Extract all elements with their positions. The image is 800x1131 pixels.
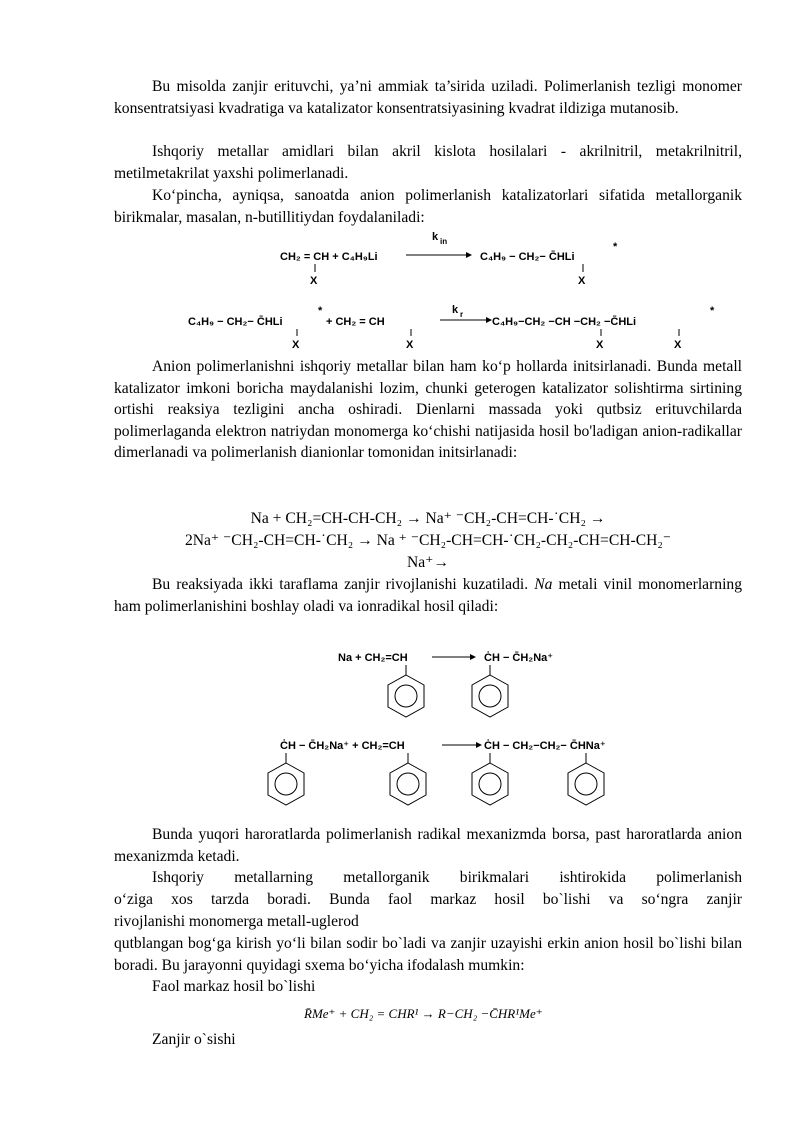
scheme1-x-5: X [596, 339, 604, 351]
scheme1-r2-k-sub: r [460, 310, 464, 319]
paragraph-5-text-a: Bu reaksiyada ikki taraflama zanjir rivojlanishi kuzatiladi. [152, 576, 529, 593]
scheme1-r1-right: C₄H₉ − CH₂− C̄HLi [480, 251, 575, 263]
heading-faol-markaz [114, 976, 742, 998]
scheme1-r2-star: * [318, 305, 323, 317]
scheme1-x-1: X [310, 275, 318, 287]
scheme1-r1-star: * [613, 241, 618, 253]
benzene-ring-3-inner [275, 773, 297, 795]
paragraph-7-text-1: Ishqoriy metallarning metallorganik birikmalari ishtirokida polimerlanish [152, 869, 742, 886]
scheme1-x-3: X [292, 339, 300, 351]
scheme1-r1-k: k [432, 231, 439, 243]
heading-zanjir-osishi [114, 1029, 742, 1051]
scheme1-r2-plus: + CH₂ = CH [326, 316, 385, 328]
benzene-ring-2 [472, 675, 508, 717]
scheme1-r2-k: k [452, 304, 459, 316]
benzene-ring-5-inner [479, 773, 501, 795]
scheme1-x-6: X [674, 339, 682, 351]
paragraph-2-text: Ishqoriy metallar amidlari bilan akril kislota hosilalari - akrilnitril, metakrilnitril, metilmetakrilat yaxshi polimerlanadi. [114, 143, 742, 182]
scheme1-r2-star-2: * [710, 305, 715, 317]
paragraph-7-line-3 [114, 911, 742, 933]
heading-faol-markaz-text: Faol markaz hosil bo`lishi [152, 978, 316, 995]
scheme1-r1-left: CH₂ = CH + C₄H₉Li [280, 251, 378, 263]
benzene-ring-6-inner [575, 773, 597, 795]
styrene-sodium-scheme [270, 645, 640, 820]
paragraph-7-text-2: o‘ziga xos tarzda boradi. Bunda faol markaz hosil bo`lishi va so‘ngra zanjir [114, 891, 742, 908]
scheme2-r1-left: Na + CH₂=CH [338, 652, 408, 664]
heading-zanjir-osishi-text: Zanjir o`sishi [152, 1031, 236, 1048]
benzene-ring-6 [568, 763, 604, 805]
paragraph-7-line-2 [114, 889, 742, 911]
benzene-ring-4-inner [397, 773, 419, 795]
paragraph-4-text: Anion polimerlanishni ishqoriy metallar bilan ham ko‘p hollarda initsirlanadi. Bunda metall katalizator imkoni boricha maydalanishi lozim, chunki geterogen katalizator solishtirma sirtining ortishi reaksiya tezligini ancha oshiradi. Dienlarni massada yoki qutbsiz erituvchilarda polimerlaganda elektron natriydan monomerga ko‘chishi natijasida hosil bo'ladigan anion-radikallar dimerlanadi va polimerlanish dianionlar tomonidan initsirlanadi: [114, 358, 742, 462]
paragraph-1-text: Bu misolda zanjir erituvchi, ya’ni ammiak ta’sirida uziladi. Polimerlanish tezligi monomer konsentratsiyasi kvadratiga va katalizator konsentratsiyasining kvadrat ildiziga mutanosib. [114, 78, 742, 117]
scheme1-r2-right: C₄H₉−CH₂ −CH −CH₂ −C̄HLi [492, 316, 637, 328]
active-center-formula [300, 1000, 620, 1026]
scheme2-r1-right: ĊH − C̄H₂Na⁺ [484, 652, 554, 664]
scheme1-r2-left: C₄H₉ − CH₂− C̄HLi [188, 316, 283, 328]
benzene-ring-4 [390, 763, 426, 805]
paragraph-5-na: Na [534, 576, 553, 593]
paragraph-6 [114, 824, 742, 867]
sodium-equation-line-3: Na⁺→ [406, 554, 449, 571]
paragraph-7-text-3: rivojlanishi monomerga metall-uglerod [114, 913, 359, 930]
sodium-equation-line-2: 2Na⁺ ⁻CH₂-CH=CH-˙CH₂ → Na ⁺ ⁻CH₂-CH=CH-˙CH₂-CH₂-CH=CH-CH₂⁻ [184, 532, 672, 549]
benzene-ring-5 [472, 763, 508, 805]
scheme2-r2-right: ĊH − CH₂−CH₂− C̄HNa⁺ [484, 740, 606, 752]
scheme1-x-4: X [406, 339, 414, 351]
paragraph-2 [114, 141, 742, 184]
scheme1-r1-k-sub: in [440, 237, 448, 246]
benzene-ring-1-inner [395, 685, 417, 707]
paragraph-4 [114, 356, 742, 464]
benzene-ring-2-inner [479, 685, 501, 707]
paragraph-7-text-4: qutblangan bog‘ga kirish yo‘li bilan sodir bo`ladi va zanjir uzayishi erkin anion hosil bo`lishi bilan boradi. Bu jarayonni quyidagi sxema bo‘yicha ifodalash mumkin: [114, 935, 742, 974]
scheme1-arrowhead-1 [466, 252, 472, 258]
scheme2-arrowhead-2 [476, 742, 482, 748]
paragraph-7-line-1 [114, 867, 742, 889]
scheme2-arrowhead-1 [470, 654, 476, 660]
butyllithium-reaction-scheme [170, 228, 730, 351]
paragraph-6-text: Bunda yuqori haroratlarda polimerlanish radikal mexanizmda borsa, past haroratlarda anion mexanizmda ketadi. [114, 826, 742, 865]
benzene-ring-3 [268, 763, 304, 805]
benzene-ring-1 [388, 675, 424, 717]
paragraph-3 [114, 185, 742, 228]
paragraph-1 [114, 76, 742, 119]
paragraph-5-text-b: metali vinil monomerlarning ham polimerlanishini boshlay oladi va ionradikal hosil qiladi: [114, 576, 743, 615]
sodium-equation-line-1: Na + CH₂=CH-CH-CH₂ → Na⁺ ⁻CH₂-CH=CH-˙CH₂ → [250, 510, 606, 527]
paragraph-5 [114, 574, 742, 617]
paragraph-7-line-4 [114, 933, 742, 976]
scheme3-formula: R̄Me⁺ + CH₂ = CHR¹ → R−CH₂ −C̄HR¹Me⁺ [304, 1006, 543, 1021]
paragraph-3-text: Ko‘pincha, ayniqsa, sanoatda anion polimerlanish katalizatorlari sifatida metallorganik birikmalar, masalan, n-butillitiydan foydalaniladi: [114, 187, 742, 226]
scheme1-x-2: X [578, 275, 586, 287]
scheme2-r2-left: ĊH − C̄H₂Na⁺ + CH₂=CH [280, 740, 405, 752]
